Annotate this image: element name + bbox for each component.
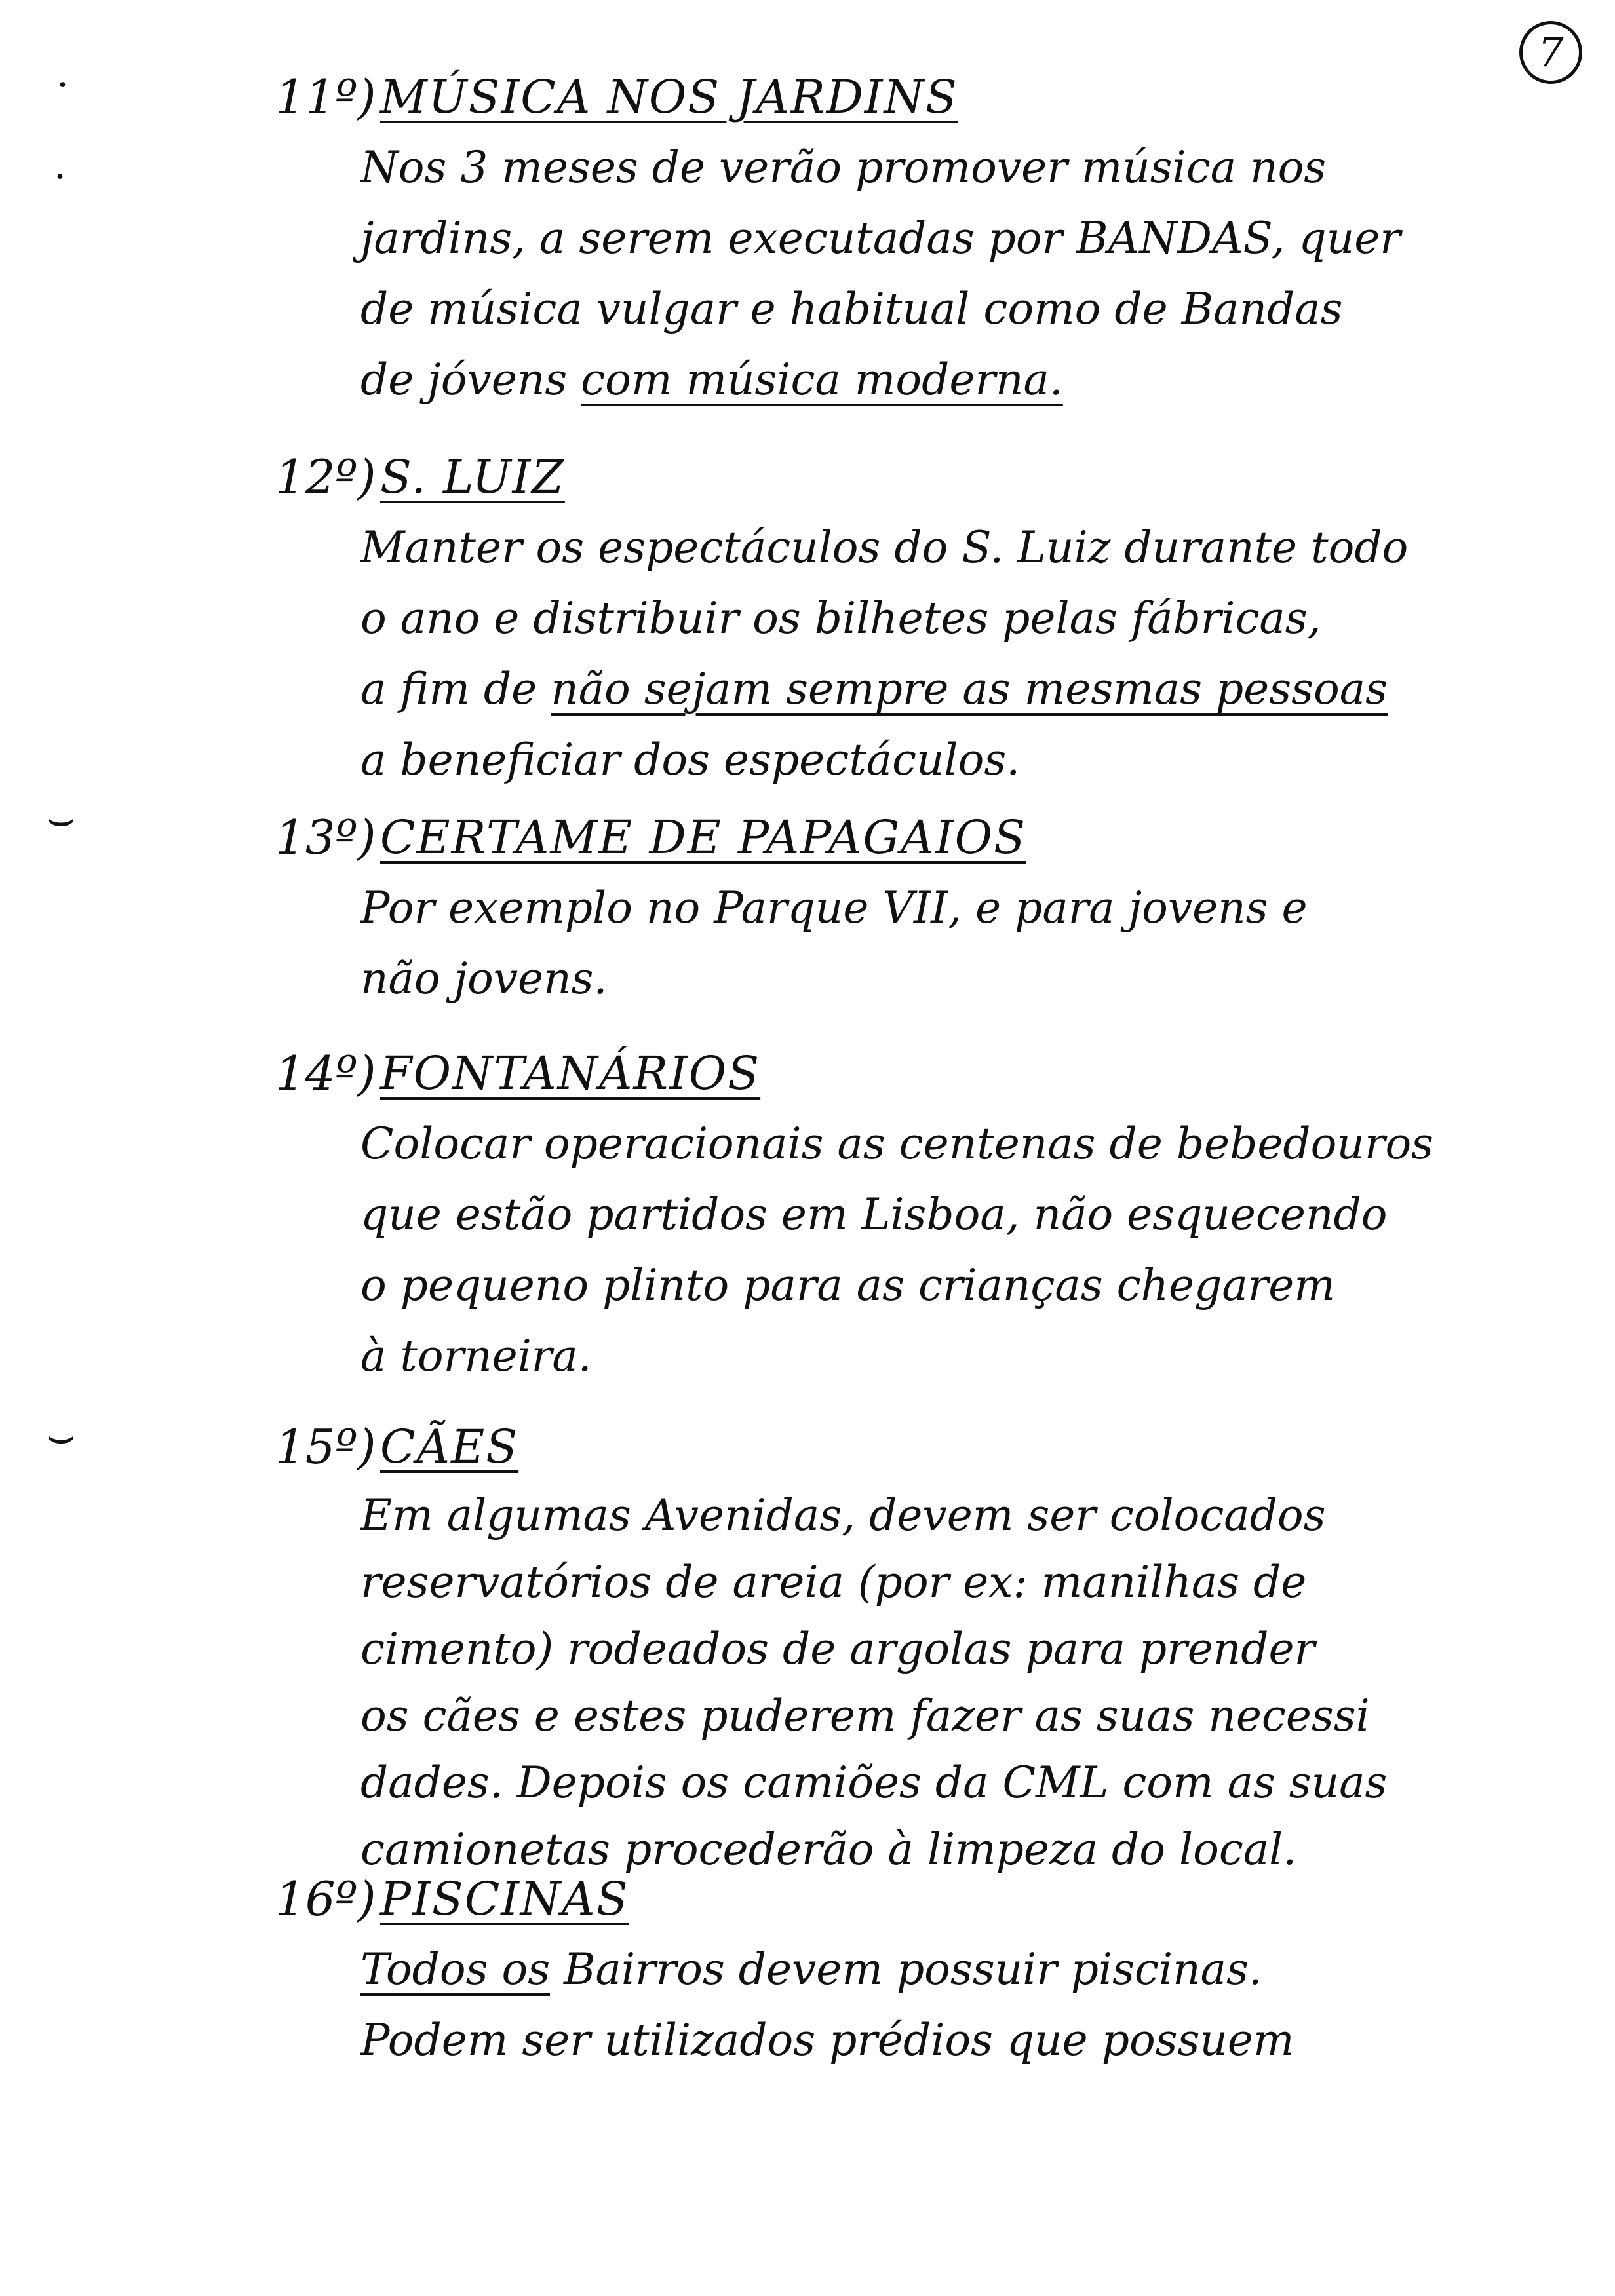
section-number: 14º) — [275, 1046, 376, 1101]
underlined-text: com música moderna. — [581, 354, 1063, 405]
section-number: 16º) — [275, 1871, 376, 1926]
body-line: os cães e estes puderem fazer as suas necessi — [360, 1691, 1370, 1741]
body-line — [360, 1934, 1606, 2005]
body-line: de música vulgar e habitual como de Bandas — [360, 284, 1343, 334]
section-title: CERTAME DE PAPAGAIOS — [380, 811, 1026, 864]
body-line: Manter os espectáculos do S. Luiz durante todo — [360, 522, 1409, 573]
body-line: dades. Depois os camiões da CML com as suas — [360, 1757, 1388, 1808]
section-title: CÃES — [380, 1420, 519, 1474]
section-number: 15º) — [275, 1419, 376, 1474]
body-line: Colocar operacionais as centenas de bebedouros — [360, 1119, 1434, 1169]
section-title: PISCINAS — [380, 1872, 629, 1926]
body-line: Podem ser utilizados prédios que possuem — [360, 2015, 1294, 2065]
section-title: MÚSICA NOS JARDINS — [380, 70, 958, 124]
section-body — [360, 1482, 1606, 1883]
section-body — [360, 873, 1606, 1014]
margin-dot-mark: · — [54, 154, 67, 200]
margin-tick-mark: ⌣ — [46, 791, 77, 845]
body-line: jardins, a serem executadas por BANDAS, quer — [360, 213, 1401, 263]
section-title: S. LUIZ — [380, 450, 565, 504]
body-text: a fim de — [360, 664, 551, 714]
body-text: Bairros devem possuir piscinas. — [550, 1944, 1262, 1995]
section-body — [360, 1109, 1606, 1392]
section-body — [360, 1934, 1606, 2076]
section-number: 11º) — [275, 69, 376, 124]
underlined-text: Todos os — [360, 1944, 551, 1995]
section-body — [360, 132, 1606, 415]
body-line: à torneira. — [360, 1331, 592, 1381]
body-line: Por exemplo no Parque VII, e para jovens e — [360, 883, 1308, 933]
body-line — [360, 345, 1606, 415]
body-line: o pequeno plinto para as crianças chegarem — [360, 1260, 1335, 1311]
margin-tick-mark: ⌣ — [46, 1408, 77, 1462]
section-number: 12º) — [275, 450, 376, 505]
body-text: de jóvens — [360, 354, 581, 405]
page-number: 7 — [1519, 21, 1582, 84]
body-line: cimento) rodeados de argolas para prender — [360, 1624, 1315, 1674]
body-line: a beneficiar dos espectáculos. — [360, 735, 1021, 785]
underlined-text: não sejam sempre as mesmas pessoas — [551, 664, 1388, 714]
margin-dot-mark: · — [56, 62, 69, 108]
body-line: Nos 3 meses de verão promover música nos — [360, 142, 1327, 193]
section-body — [360, 512, 1606, 795]
body-line: que estão partidos em Lisboa, não esquecendo — [360, 1189, 1388, 1240]
body-line: reservatórios de areia (por ex: manilhas de — [360, 1557, 1307, 1607]
body-line: não jovens. — [360, 953, 608, 1004]
body-line — [360, 654, 1606, 725]
section-number: 13º) — [275, 810, 376, 865]
section-title: FONTANÁRIOS — [380, 1046, 761, 1100]
body-line: camionetas procederão à limpeza do local. — [360, 1824, 1297, 1875]
body-line: Em algumas Avenidas, devem ser colocados — [360, 1490, 1326, 1540]
body-line: o ano e distribuir os bilhetes pelas fábricas, — [360, 593, 1321, 643]
